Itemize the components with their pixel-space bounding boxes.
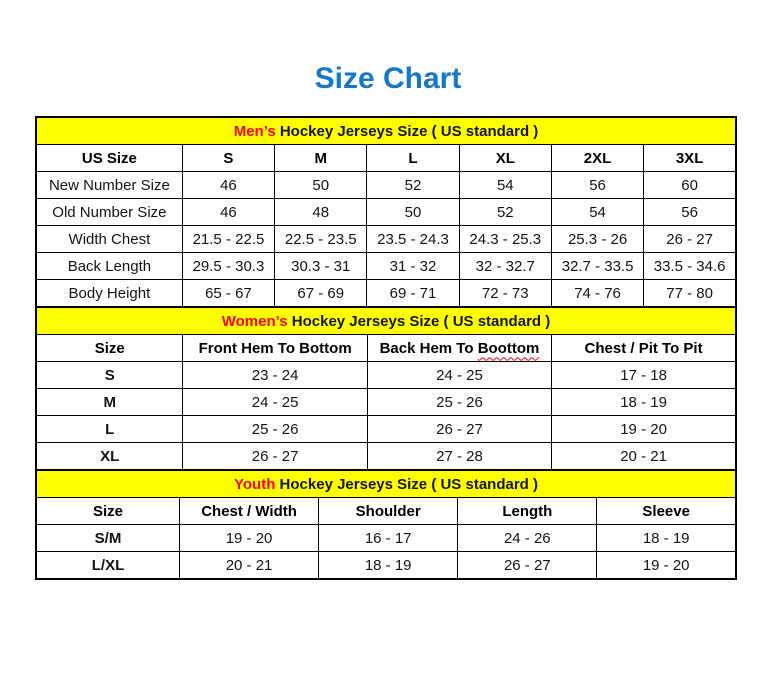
- womens-value-cell: 27 - 28: [367, 443, 551, 471]
- mens-value-cell: 46: [182, 172, 274, 199]
- womens-value-cell: 26 - 27: [367, 416, 551, 443]
- mens-value-cell: 52: [367, 172, 459, 199]
- womens-value-cell: 25 - 26: [183, 416, 367, 443]
- mens-row-label: Body Height: [36, 280, 182, 308]
- mens-value-cell: 31 - 32: [367, 253, 459, 280]
- womens-column-header: Back Hem To Boottom: [367, 335, 551, 362]
- youth-banner-row: [36, 470, 736, 498]
- womens-value-cell: 26 - 27: [183, 443, 367, 471]
- womens-banner-row: [36, 307, 736, 335]
- mens-value-cell: 32 - 32.7: [459, 253, 551, 280]
- womens-value-cell: 23 - 24: [183, 362, 367, 389]
- mens-value-cell: 30.3 - 31: [275, 253, 367, 280]
- womens-value-cell: 25 - 26: [367, 389, 551, 416]
- womens-value-cell: 24 - 25: [367, 362, 551, 389]
- mens-row-label: Back Length: [36, 253, 182, 280]
- youth-category-label: Youth: [234, 475, 276, 493]
- womens-column-header: Chest / Pit To Pit: [552, 335, 736, 362]
- youth-header-row: [36, 498, 736, 525]
- mens-table-row: [36, 280, 736, 308]
- mens-value-cell: 52: [459, 199, 551, 226]
- mens-column-header: L: [367, 145, 459, 172]
- mens-value-cell: 74 - 76: [551, 280, 643, 308]
- mens-banner-row: [36, 117, 736, 145]
- womens-row-label: L: [36, 416, 183, 443]
- womens-table-row: [36, 389, 736, 416]
- mens-value-cell: 25.3 - 26: [551, 226, 643, 253]
- mens-column-header: 2XL: [551, 145, 643, 172]
- mens-value-cell: 32.7 - 33.5: [551, 253, 643, 280]
- youth-banner-text: Hockey Jerseys Size ( US standard ): [275, 475, 538, 493]
- mens-value-cell: 54: [551, 199, 643, 226]
- mens-value-cell: 77 - 80: [644, 280, 736, 308]
- mens-value-cell: 21.5 - 22.5: [182, 226, 274, 253]
- womens-value-cell: 17 - 18: [552, 362, 736, 389]
- mens-table-row: [36, 253, 736, 280]
- mens-value-cell: 50: [275, 172, 367, 199]
- youth-value-cell: 18 - 19: [597, 525, 736, 552]
- womens-value-cell: 19 - 20: [552, 416, 736, 443]
- youth-table-row: [36, 525, 736, 552]
- youth-size-table: [35, 469, 737, 580]
- mens-value-cell: 56: [644, 199, 736, 226]
- youth-column-header: Shoulder: [319, 498, 458, 525]
- womens-row-label: S: [36, 362, 183, 389]
- womens-value-cell: 18 - 19: [552, 389, 736, 416]
- mens-header-row: [36, 145, 736, 172]
- womens-size-table: [35, 306, 737, 471]
- youth-column-header: Chest / Width: [180, 498, 319, 525]
- womens-category-label: Women’s: [221, 312, 288, 330]
- mens-value-cell: 26 - 27: [644, 226, 736, 253]
- mens-column-header: S: [182, 145, 274, 172]
- youth-value-cell: 18 - 19: [319, 552, 458, 580]
- mens-value-cell: 54: [459, 172, 551, 199]
- youth-column-header: Length: [458, 498, 597, 525]
- mens-row-label: Width Chest: [36, 226, 182, 253]
- mens-table-row: [36, 226, 736, 253]
- womens-row-label: XL: [36, 443, 183, 471]
- mens-column-header: 3XL: [644, 145, 736, 172]
- womens-table-row: [36, 443, 736, 471]
- youth-section-banner: [36, 470, 736, 498]
- youth-column-header: Sleeve: [597, 498, 736, 525]
- mens-value-cell: 29.5 - 30.3: [182, 253, 274, 280]
- mens-row-label: New Number Size: [36, 172, 182, 199]
- youth-value-cell: 16 - 17: [319, 525, 458, 552]
- youth-value-cell: 19 - 20: [597, 552, 736, 580]
- mens-value-cell: 72 - 73: [459, 280, 551, 308]
- size-chart-tables: [35, 116, 737, 580]
- mens-size-table: [35, 116, 737, 308]
- mens-table-row: [36, 172, 736, 199]
- mens-category-label: Men’s: [233, 122, 276, 140]
- youth-table-row: [36, 552, 736, 580]
- mens-value-cell: 22.5 - 23.5: [275, 226, 367, 253]
- mens-value-cell: 69 - 71: [367, 280, 459, 308]
- mens-value-cell: 24.3 - 25.3: [459, 226, 551, 253]
- mens-table-row: [36, 199, 736, 226]
- womens-section-banner: [36, 307, 736, 335]
- mens-value-cell: 56: [551, 172, 643, 199]
- womens-value-cell: 24 - 25: [183, 389, 367, 416]
- youth-value-cell: 20 - 21: [180, 552, 319, 580]
- youth-value-cell: 24 - 26: [458, 525, 597, 552]
- womens-banner-text: Hockey Jerseys Size ( US standard ): [287, 312, 551, 330]
- mens-section-banner: [36, 117, 736, 145]
- mens-value-cell: 60: [644, 172, 736, 199]
- womens-row-label: M: [36, 389, 183, 416]
- mens-column-header: US Size: [36, 145, 182, 172]
- mens-value-cell: 23.5 - 24.3: [367, 226, 459, 253]
- womens-header-row: [36, 335, 736, 362]
- mens-value-cell: 67 - 69: [275, 280, 367, 308]
- page-title: Size Chart: [314, 62, 462, 95]
- misspelled-word: Boottom: [477, 339, 540, 357]
- mens-row-label: Old Number Size: [36, 199, 182, 226]
- mens-value-cell: 33.5 - 34.6: [644, 253, 736, 280]
- youth-value-cell: 19 - 20: [180, 525, 319, 552]
- youth-row-label: L/XL: [36, 552, 180, 580]
- youth-column-header: Size: [36, 498, 180, 525]
- womens-table-row: [36, 362, 736, 389]
- womens-column-header: Size: [36, 335, 183, 362]
- mens-column-header: M: [275, 145, 367, 172]
- youth-row-label: S/M: [36, 525, 180, 552]
- mens-column-header: XL: [459, 145, 551, 172]
- mens-value-cell: 46: [182, 199, 274, 226]
- mens-value-cell: 48: [275, 199, 367, 226]
- womens-column-header: Front Hem To Bottom: [183, 335, 367, 362]
- womens-value-cell: 20 - 21: [552, 443, 736, 471]
- youth-value-cell: 26 - 27: [458, 552, 597, 580]
- mens-banner-text: Hockey Jerseys Size ( US standard ): [275, 122, 539, 140]
- mens-value-cell: 65 - 67: [182, 280, 274, 308]
- womens-table-row: [36, 416, 736, 443]
- mens-value-cell: 50: [367, 199, 459, 226]
